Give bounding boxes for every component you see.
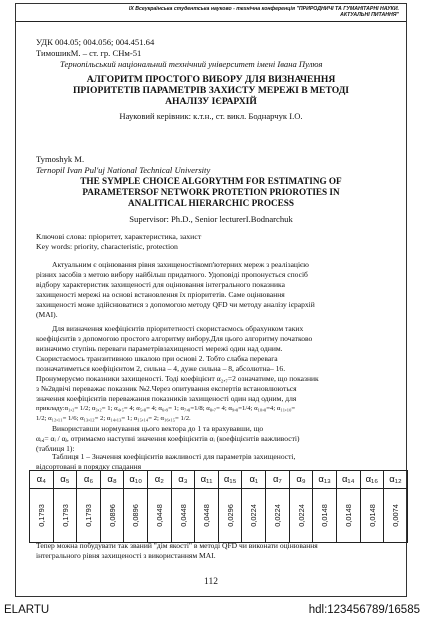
coefficient-value-cell: [266, 489, 290, 543]
paragraph-line: відбору характеристик захищеності для оцінювання інтегрального показника: [36, 280, 285, 289]
coefficient-value-cell: [53, 489, 77, 543]
paragraph-line: захищеності може здійснюватися з допомогою методу QFD чи методу аналізу ієрархій: [36, 300, 315, 309]
paragraph-line: захищеності мережі на основі встановлення їх пріоритетів. Саме оцінювання: [36, 290, 285, 299]
paragraph-line: різних засобів з метою вибору найбільш придатного. Удоповіді пропонується спосіб: [36, 270, 308, 279]
paragraph-line: Тепер можна побудувати так званий "дім якості" в методі QFD чи виконати оцінювання: [36, 541, 318, 550]
coefficient-value: 0,0224: [272, 504, 282, 527]
coefficient-value: 0,0148: [343, 504, 353, 527]
table-caption-line: Таблиця 1 – Значення коефіцієнтів важливості для параметрів захищеності,: [52, 452, 296, 461]
coefficient-value: 0,1793: [60, 504, 70, 527]
coefficient-value-cell: [124, 489, 148, 543]
paragraph-line: позначатиметься коефіцієнтом 2, сильна – 4, дуже сильна – 8, абсолютна– 16.: [36, 364, 286, 373]
coefficient-value-cell: [313, 489, 337, 543]
coefficient-value: 0,0896: [131, 504, 141, 527]
title-en: [16, 176, 406, 209]
paragraph-3: [36, 424, 388, 454]
coefficient-header: α₁₂: [384, 471, 408, 489]
keywords-ua: Ключові слова: пріоритет, характеристика, захист: [36, 232, 202, 241]
supervisor-ua: Науковий керівник: к.т.н., ст. викл. Боднарчук І.О.: [119, 111, 303, 121]
coefficient-header: α₁: [242, 471, 266, 489]
paragraph-line: прикладу:α₁,₂= 1/2; α₃,₂= 1; α₄,₅= 4; α₅,₈= 4; α₆,₉= 1; α₇,₈=1/8; α₈,₇= 4; α₉,₈=1/4; α₁₀,₈=4; α₁₁,₁₀=: [36, 405, 296, 412]
paragraph-2: [36, 324, 388, 424]
paragraph-line: коефіцієнтів з допомогою простого алгоритму вибору.Для цього алгоритму початково: [36, 334, 313, 343]
coefficient-value-cell: [289, 489, 313, 543]
title-ua-line: АЛГОРИТМ ПРОСТОГО ВИБОРУ ДЛЯ ВИЗНАЧЕННЯ: [86, 74, 336, 85]
coefficient-value-cell: [148, 489, 172, 543]
paragraph-line: αᵢ,ⱼ= αᵢ / αⱼ, отримаємо наступні значення коефіцієнтів αᵢ (коефіцієнтів важливості): [36, 434, 300, 443]
paragraph-1: [36, 260, 388, 320]
coefficient-value: 0,0448: [154, 504, 164, 527]
coefficient-value: 0,0224: [296, 504, 306, 527]
coefficient-value: 0,0296: [225, 504, 235, 527]
coefficient-header-row: [30, 471, 408, 489]
coefficient-value-cell: [30, 489, 54, 543]
author-en: Tymoshyk M.: [36, 154, 85, 164]
supervisor-en: Supervisor: Ph.D., Senior lecturerI.Bodnarchuk: [129, 214, 293, 224]
udc-code: УДК 004.05; 004.056; 004.451.64: [36, 37, 155, 47]
coefficient-value-cell: [195, 489, 219, 543]
paragraph-line: (таблиця 1):: [36, 444, 75, 453]
coefficient-value: 0,1793: [36, 504, 46, 527]
header-rule: [16, 21, 406, 22]
title-ua-line: АНАЛІЗУ ІЄРАРХІЙ: [165, 96, 257, 107]
coefficient-value: 0,1793: [84, 504, 94, 527]
conference-header-line-2: АКТУАЛЬНІ ПИТАННЯ": [340, 12, 399, 19]
paragraph-line: з №2вдвічі переважає показник №2.Через опитування експертів встановлюються: [36, 384, 297, 393]
coefficient-header: α₁₁: [195, 471, 219, 489]
paragraph-line: визначимо ступінь переваги параметрівзахищеності мережі один над одним.: [36, 344, 283, 353]
repository-name: ELARTU: [4, 604, 50, 616]
paragraph-line: Актуальним є оцінювання рівня захищеностікомп'ютерних мереж з реалізацією: [52, 260, 309, 269]
title-en-line: PARAMETERSOF NETWORK PROTETION PRIOROTIES IN: [82, 187, 340, 197]
coefficient-value-cell: [100, 489, 124, 543]
coefficient-value-cell: [77, 489, 101, 543]
paragraph-line: Для визначення коефіцієнтів пріоритетності скористаємось обрахунком таких: [52, 324, 304, 333]
title-ua: [16, 74, 406, 107]
paragraph-4: [36, 541, 388, 561]
coefficient-header: α₁₃: [313, 471, 337, 489]
coefficient-value: 0,0896: [107, 504, 117, 527]
title-en-line: THE SYMPLE CHOICE ALGORYTHM FOR ESTIMATING OF: [80, 176, 342, 186]
page-number: 112: [204, 577, 218, 587]
author-ua: ТимошикМ. – ст. гр. СНм-51: [36, 48, 142, 58]
coefficient-header: α₄: [30, 471, 54, 489]
coefficient-header: α₂: [148, 471, 172, 489]
paragraph-line: інтегрального рівня захищеності з використанням МАІ.: [36, 551, 216, 560]
coefficient-value: 0,0224: [249, 504, 259, 527]
coefficient-value: 0,0074: [390, 504, 400, 527]
table-caption: [36, 452, 388, 472]
coefficient-header: α₈: [100, 471, 124, 489]
footer: [0, 600, 424, 620]
conference-header-line-1: IX Всеукраїнська студентська науково - технічна конференція "ПРИРОДНИЧІ ТА ГУМАНІТАРНІ НАУКИ.: [128, 6, 399, 12]
paragraph-line: Використавши нормування цього вектора до 1 та врахувавши, що: [52, 424, 264, 433]
coefficient-value: 0,0448: [178, 504, 188, 527]
paragraph-line: 1/2; α₁₂,₁₁= 1/6; α₁₃,₁₂= 2; α₁₄,₁₃= 1; α₁₅,₁₄= 2; α₁₆,₁₅= 1/2.: [36, 415, 191, 422]
coefficient-value-cell: [242, 489, 266, 543]
coefficient-value-cell: [336, 489, 360, 543]
coefficient-value: 0,0148: [320, 504, 330, 527]
coefficient-header: α₁₅: [218, 471, 242, 489]
coefficient-header: α₁₄: [336, 471, 360, 489]
title-ua-line: ПРІОРИТЕТІВ ПАРАМЕТРІВ ЗАХИСТУ МЕРЕЖІ В МЕТОДІ: [72, 85, 350, 96]
coefficient-value-cell: [384, 489, 408, 543]
university-ua: Тернопільський національний технічний університет імені Івана Пулюя: [60, 59, 323, 69]
coefficient-header: α₉: [289, 471, 313, 489]
coefficient-header: α₃: [171, 471, 195, 489]
coefficient-header: α₆: [77, 471, 101, 489]
paragraph-line: Пронумеруємо показники захищеності. Тоді коефіцієнт α₂,₇=2 означатиме, що показник: [36, 374, 319, 383]
coefficient-value-cell: [218, 489, 242, 543]
coefficient-value-cell: [360, 489, 384, 543]
coefficient-value: 0,0148: [367, 504, 377, 527]
coefficient-value-row: [30, 489, 408, 543]
paragraph-line: (МАІ).: [36, 310, 58, 319]
handle-link[interactable]: hdl:123456789/16585: [308, 604, 420, 616]
page: [15, 3, 407, 597]
university-en: Ternopil Ivan Pul'uj National Technical University: [36, 165, 211, 175]
conference-header: [16, 6, 406, 18]
coefficient-header: α₇: [266, 471, 290, 489]
coefficient-value: 0,0448: [202, 504, 212, 527]
title-en-line: ANALITICAL HIERARCHIC PROCESS: [128, 198, 294, 208]
coefficient-header: α₅: [53, 471, 77, 489]
coefficient-value-cell: [171, 489, 195, 543]
keywords-en: Key words: priority, characteristic, protection: [36, 242, 178, 251]
paragraph-line: Скористаємось транзитивною шкалою при основі 2. Тобто слабка перевага: [36, 354, 278, 363]
coefficient-header: α₁₆: [360, 471, 384, 489]
coefficient-header: α₁₀: [124, 471, 148, 489]
coefficient-table: [29, 470, 408, 543]
table-caption-line: відсортовані в порядку спадання: [36, 462, 142, 471]
paragraph-line: значення коефіцієнтів переважання показників захищеності один над одним, для: [36, 394, 297, 403]
